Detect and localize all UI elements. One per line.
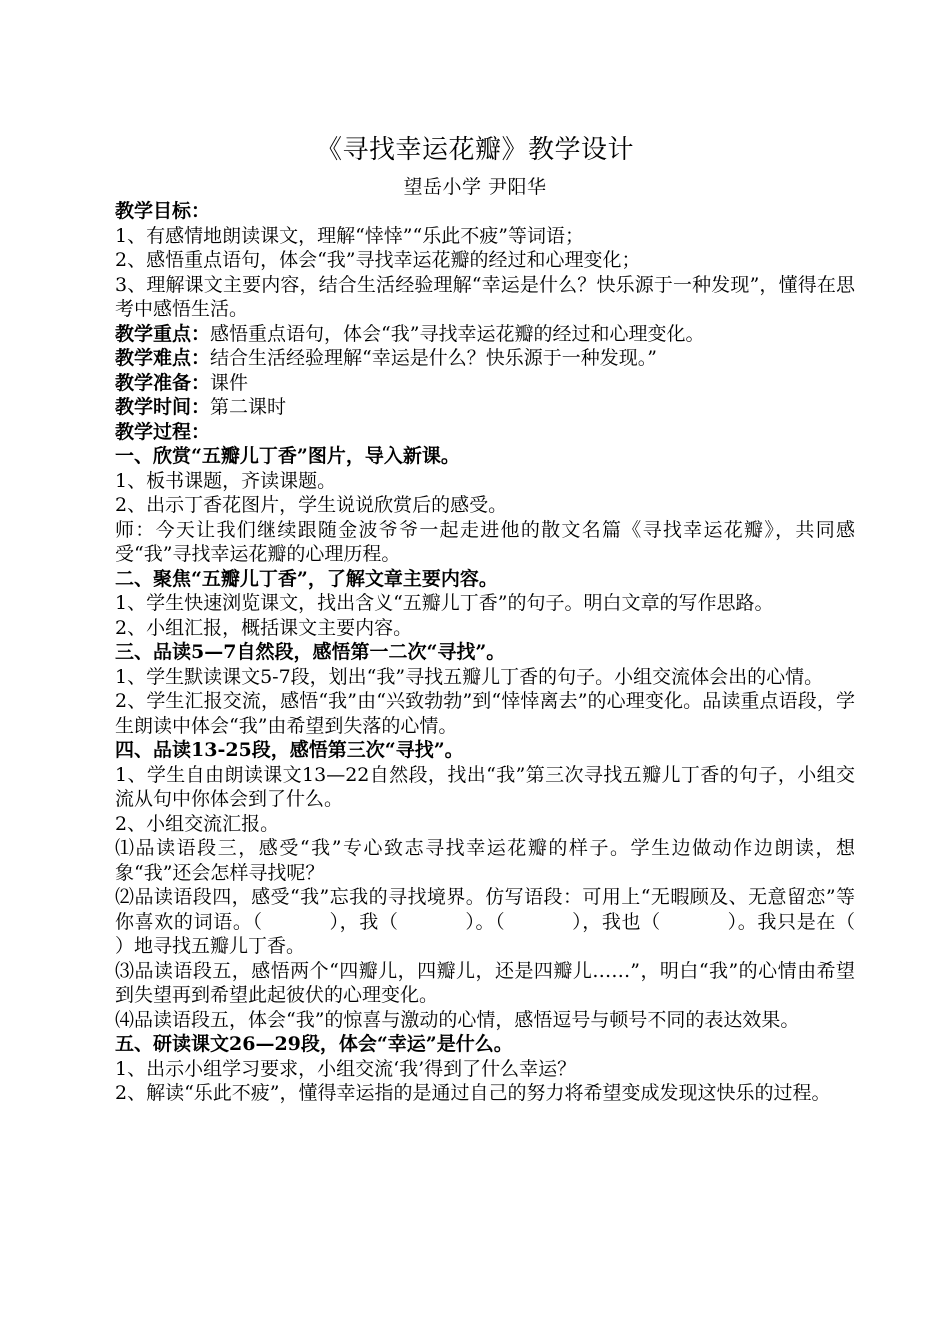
section-item: 2、解读“乐此不疲”，懂得幸运指的是通过自己的努力将希望变成发现这快乐的过程。 bbox=[115, 1082, 831, 1104]
section-item: 1、板书课题，齐读课题。 bbox=[115, 469, 337, 492]
section-item: 1、学生快速浏览课文，找出含义“五瓣儿丁香”的句子。明白文章的写作思路。 bbox=[115, 592, 774, 614]
preparation-text: 课件 bbox=[210, 371, 249, 394]
section-item: ⑵品读语段四，感受“我”忘我的寻找境界。仿写语段：可用上“无暇顾及、无意留恋”等你喜欢的词语。（ ），我（ ）。（ ），我也（ ）。我只是在（ ）地寻找五瓣儿丁香。 bbox=[115, 886, 916, 957]
section-item: 1、学生自由朗读课文13—22自然段，找出“我”第三次寻找五瓣儿丁香的句子，小组交流从句中你体会到了什么。 bbox=[115, 763, 855, 810]
section-heading: 四、品读13-25段，感悟第三次“寻找”。 bbox=[115, 739, 464, 761]
key-point-label: 教学重点： bbox=[115, 322, 211, 345]
section-item: 2、出示丁香花图片，学生说说欣赏后的感受。 bbox=[115, 494, 508, 516]
goal-item: 1、有感情地朗读课文，理解“悻悻”“乐此不疲”等词语； bbox=[115, 224, 584, 247]
difficulty-label: 教学难点： bbox=[115, 347, 211, 369]
preparation-label: 教学准备： bbox=[115, 371, 211, 394]
key-point-text: 感悟重点语句，体会“我”寻找幸运花瓣的经过和心理变化。 bbox=[210, 322, 705, 345]
preparation bbox=[115, 371, 855, 396]
teaching-time-label: 教学时间： bbox=[115, 396, 211, 418]
section-item: 2、小组交流汇报。 bbox=[115, 812, 280, 835]
section-item: 2、小组汇报，概括课文主要内容。 bbox=[115, 616, 413, 639]
document-author: 望岳小学 尹阳华 bbox=[403, 176, 547, 198]
section-heading: 五、研读课文26—29段，体会“幸运”是什么。 bbox=[115, 1033, 513, 1055]
section-item: ⑷品读语段五，体会“我”的惊喜与激动的心情，感悟逗号与顿号不同的表达效果。 bbox=[115, 1008, 800, 1031]
key-point bbox=[115, 322, 855, 347]
section-item: ⑶品读语段五，感悟两个“四瓣儿，四瓣儿，还是四瓣儿……”，明白“我”的心情由希望到失望再到希望此起彼伏的心理变化。 bbox=[115, 959, 855, 1006]
document-body bbox=[115, 199, 916, 1106]
teaching-time-text: 第二课时 bbox=[210, 396, 287, 418]
section-item: 1、学生默读课文5-7段，划出“我”寻找五瓣儿丁香的句子。小组交流体会出的心情。 bbox=[115, 665, 824, 688]
goal-item: 2、感悟重点语句，体会“我”寻找幸运花瓣的经过和心理变化； bbox=[115, 249, 641, 271]
section-item: 师：今天让我们继续跟随金波爷爷一起走进他的散文名篇《寻找幸运花瓣》，共同感受“我”寻找幸运花瓣的心理历程。 bbox=[115, 518, 855, 565]
difficulty-text: 结合生活经验理解“幸运是什么？快乐源于一种发现。” bbox=[210, 347, 657, 369]
goal-item: 3、理解课文主要内容，结合生活经验理解“幸运是什么？快乐源于一种发现”，懂得在思考中感悟生活。 bbox=[115, 273, 855, 320]
section-item: 2、学生汇报交流，感悟“我”由“兴致勃勃”到“悻悻离去”的心理变化。品读重点语段，学生朗读中体会“我”由希望到失落的心情。 bbox=[115, 690, 855, 737]
section-heading: 三、品读5—7自然段，感悟第一二次“寻找”。 bbox=[115, 641, 506, 663]
section-heading: 一、欣赏“五瓣儿丁香”图片，导入新课。 bbox=[115, 445, 460, 467]
process-heading: 教学过程： bbox=[115, 420, 211, 443]
section-item: 1、出示小组学习要求，小组交流‘我’得到了什么幸运？ bbox=[115, 1057, 577, 1080]
teaching-time bbox=[115, 395, 855, 420]
document-title: 《寻找幸运花瓣》教学设计 bbox=[315, 135, 634, 165]
goals-heading: 教学目标： bbox=[115, 200, 211, 222]
section-heading: 二、聚焦“五瓣儿丁香”，了解文章主要内容。 bbox=[115, 567, 498, 590]
section-item: ⑴品读语段三，感受“我”专心致志寻找幸运花瓣的样子。学生边做动作边朗读，想象“我”还会怎样寻找呢？ bbox=[115, 837, 855, 884]
difficulty bbox=[115, 346, 855, 371]
